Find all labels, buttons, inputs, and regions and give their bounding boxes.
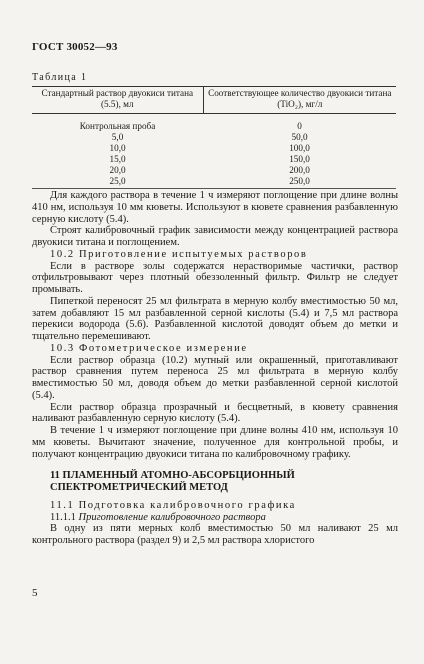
table-cell: 50,0: [291, 132, 308, 142]
section-heading-11: [32, 470, 398, 494]
section-heading-11-1: 11.1 Подготовка калибровочного графика: [50, 499, 296, 511]
table-cell: Контрольная проба: [79, 121, 156, 131]
table-row: [32, 114, 396, 133]
table-cell: 250,0: [289, 176, 310, 186]
table-cell: 100,0: [289, 143, 310, 153]
page-number: 5: [32, 587, 38, 599]
subsection-heading-11-1-1: [32, 512, 398, 524]
subsection-title: Приготовление калибровочного раствора: [78, 511, 266, 523]
paragraph: Пипеткой переносят 25 мл фильтрата в мерную колбу вместимостью 50 мл, затем добавляют 15 мл разбавленной серной кислоты (5.4) и 7,5 мл раствора перекиси водорода (5.6). Разбавленной кислотой доводят объем до метки и тщательно перемешивают.: [32, 295, 398, 342]
paragraph: Если раствор образца прозрачный и бесцветный, в кювету сравнения наливают разбавленную серную кислоту (5.4).: [32, 401, 398, 425]
table-cell: 200,0: [289, 165, 310, 175]
table-cell: 15,0: [109, 154, 126, 164]
paragraph: В течение 1 ч измеряют поглощение при длине волны 410 нм, используя 10 мм кюветы. Вычитают значение, полученное для контрольной пробы, и получают концентрацию двуокиси титана по калибровочному графику.: [32, 425, 398, 460]
table-row: [32, 132, 396, 143]
table-col1-header: Стандартный раствор двуокиси титана (5.5), мл: [41, 88, 194, 109]
section-heading-10-3: 10.3 Фотометрическое измерение: [50, 342, 248, 354]
body-text: [32, 190, 398, 547]
table-row: [32, 154, 396, 165]
table-caption: Таблица 1: [32, 72, 88, 83]
section-heading-11-line2: СПЕКТРОМЕТРИЧЕСКИЙ МЕТОД: [50, 482, 228, 493]
table-cell: 150,0: [289, 154, 310, 164]
section-heading-11-line1: 11 ПЛАМЕННЫЙ АТОМНО-АБСОРБЦИОННЫЙ: [50, 470, 295, 482]
paragraph: Для каждого раствора в течение 1 ч измеряют поглощение при длине волны 410 нм, используя 10 мм кюветы. Используют в кювете сравнения разбавленную серную кислоту (5.4).: [32, 190, 398, 225]
subsection-number: 11.1.1: [50, 511, 76, 523]
section-heading-10-2: 10.2 Приготовление испытуемых растворов: [50, 248, 308, 260]
table-cell: 25,0: [109, 176, 126, 186]
table-col2-header: Соответствующее количество двуокиси титана (TiO₂), мг/л: [203, 87, 396, 114]
table-cell: 10,0: [109, 143, 126, 153]
calibration-table: [32, 86, 396, 189]
paragraph: В одну из пяти мерных колб вместимостью 50 мл наливают 25 мл контрольного раствора (раздел 9) и 2,5 мл раствора хлористого: [32, 523, 398, 546]
table-row: [32, 143, 396, 154]
table-cell: 20,0: [109, 165, 126, 175]
paragraph: Строят калибровочный график зависимости между концентрацией раствора двуокиси титана и поглощением.: [32, 225, 398, 248]
table-row: [32, 165, 396, 176]
standard-header: ГОСТ 30052—93: [32, 41, 118, 53]
paragraph: Если в растворе золы содержатся нерастворимые частички, раствор отфильтровывают через плотный обеззоленный фильтр. Фильтр не следует промывать.: [32, 260, 398, 295]
paragraph: Если раствор образца (10.2) мутный или окрашенный, приготавливают раствор сравнения путем переноса 25 мл фильтрата в мерную колбу вместимостью 50 мл, доводя объем до метки разбавленной серной кислотой (5.4).: [32, 354, 398, 401]
table-row: [32, 176, 396, 189]
table-cell: 5,0: [111, 132, 124, 142]
table-cell: 0: [297, 121, 302, 131]
table-header-row: [32, 87, 396, 114]
